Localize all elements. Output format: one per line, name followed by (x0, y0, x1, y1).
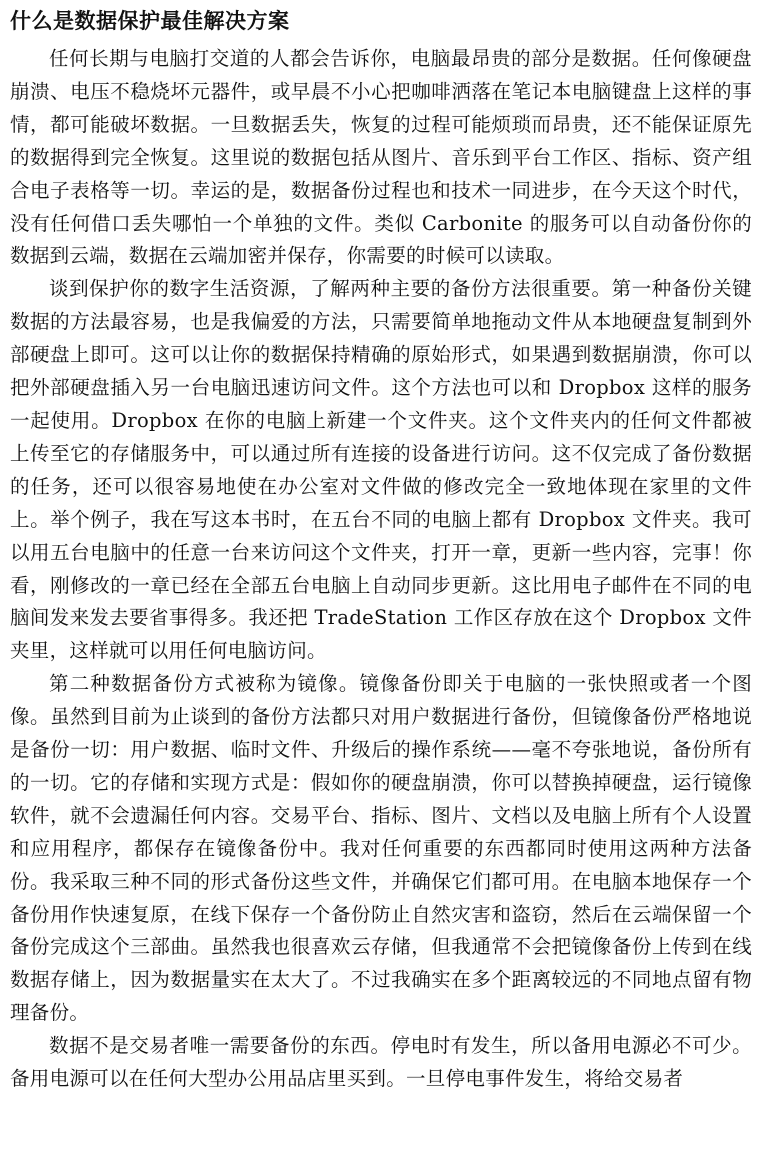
paragraph-3: 第二种数据备份方式被称为镜像。镜像备份即关于电脑的一张快照或者一个图像。虽然到目前为止谈到的备份方法都只对用户数据进行备份，但镜像备份严格地说是备份一切：用户数据、临时文件、升级后的操作系统——毫不夸张地说，备份所有的一切。它的存储和实现方式是：假如你的硬盘崩溃，你可以替换掉硬盘，运行镜像软件，就不会遗漏任何内容。交易平台、指标、图片、文档以及电脑上所有个人设置和应用程序，都保存在镜像备份中。我对任何重要的东西都同时使用这两种方法备份。我采取三种不同的形式备份这些文件，并确保它们都可用。在电脑本地保存一个备份用作快速复原，在线下保存一个备份防止自然灾害和盗窃，然后在云端保留一个备份完成这个三部曲。虽然我也很喜欢云存储，但我通常不会把镜像备份上传到在线数据存储上，因为数据量实在太大了。不过我确实在多个距离较远的不同地点留有物理备份。 (10, 672, 752, 1025)
section-title: 什么是数据保护最佳解决方案 (10, 9, 290, 33)
paragraph-2: 谈到保护你的数字生活资源，了解两种主要的备份方法很重要。第一种备份关键数据的方法最容易，也是我偏爱的方法，只需要简单地拖动文件从本地硬盘复制到外部硬盘上即可。这可以让你的数据保持精确的原始形式，如果遇到数据崩溃，你可以把外部硬盘插入另一台电脑迅速访问文件。这个方法也可以和 Dropbox 这样的服务一起使用。Dropbox 在你的电脑上新建一个文件夹。这个文件夹内的任何文件都被上传至它的存储服务中，可以通过所有连接的设备进行访问。这不仅完成了备份数据的任务，还可以很容易地使在办公室对文件做的修改完全一致地体现在家里的文件上。举个例子，我在写这本书时，在五台不同的电脑上都有 Dropbox 文件夹。我可以用五台电脑中的任意一台来访问这个文件夹，打开一章，更新一些内容，完事！你看，刚修改的一章已经在全部五台电脑上自动同步更新。这比用电子邮件在不同的电脑间发来发去要省事得多。我还把 TradeStation 工作区存放在这个 Dropbox 文件夹里，这样就可以用任何电脑访问。 (10, 277, 752, 663)
paragraph-4: 数据不是交易者唯一需要备份的东西。停电时有发生，所以备用电源必不可少。备用电源可以在任何大型办公用品店里买到。一旦停电事件发生，将给交易者 (10, 1034, 752, 1091)
paragraph-1: 任何长期与电脑打交道的人都会告诉你，电脑最昂贵的部分是数据。任何像硬盘崩溃、电压不稳烧坏元器件，或早晨不小心把咖啡洒落在笔记本电脑键盘上这样的事情，都可能破坏数据。一旦数据丢失，恢复的过程可能烦琐而昂贵，还不能保证原先的数据得到完全恢复。这里说的数据包括从图片、音乐到平台工作区、指标、资产组合电子表格等一切。幸运的是，数据备份过程也和技术一同进步，在今天这个时代，没有任何借口丢失哪怕一个单独的文件。类似 Carbonite 的服务可以自动备份你的数据到云端，数据在云端加密并保存，你需要的时候可以读取。 (10, 47, 752, 268)
document-page (10, 6, 752, 1096)
